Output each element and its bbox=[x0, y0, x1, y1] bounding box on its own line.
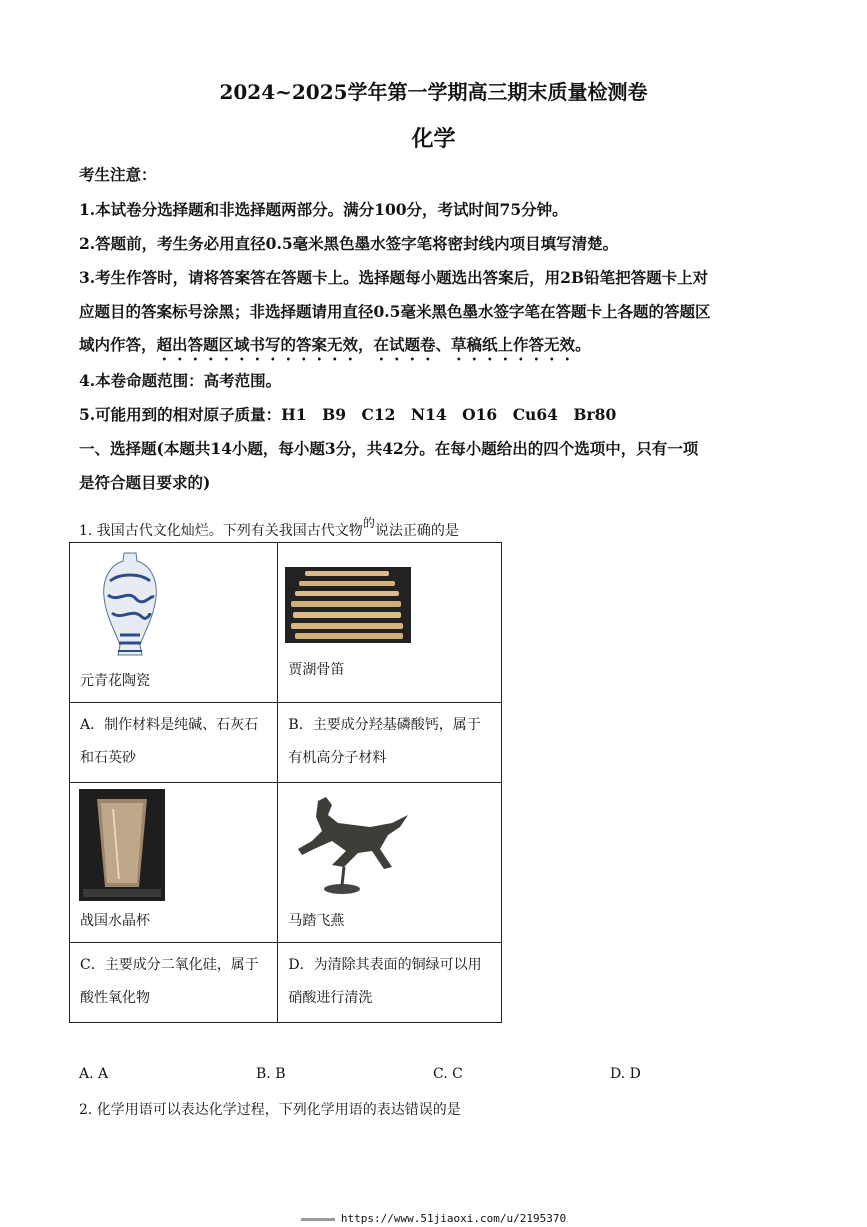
emphasis-invalid-draft: 在试题卷、草稿纸上作答无效 bbox=[373, 335, 576, 354]
section-heading-cont: 是符合题目要求的) bbox=[79, 473, 211, 492]
subject-title: 化学 bbox=[411, 126, 456, 152]
option-d-line-2: 硝酸进行清洗 bbox=[288, 990, 373, 1006]
option-d-line-1: D．为清除其表面的铜绿可以用 bbox=[288, 957, 482, 973]
artifact-cell-bronze-horse bbox=[278, 783, 502, 943]
porcelain-vase-image bbox=[100, 551, 160, 659]
artifact-label-bronze-horse: 马踏飞燕 bbox=[288, 913, 345, 929]
question-1-table bbox=[69, 542, 502, 1023]
notice-item-3-cont: 应题目的答案标号涂黑；非选择题请用直径0.5毫米黑色墨水签字笔在答题卡上各题的答题区 bbox=[79, 302, 711, 321]
artifact-label-crystal-cup: 战国水晶杯 bbox=[80, 913, 150, 929]
option-a-cell bbox=[70, 703, 278, 783]
choice-b[interactable]: B. B bbox=[256, 1066, 286, 1082]
option-b-line-2: 有机高分子材料 bbox=[288, 750, 387, 766]
notice-heading: 考生注意： bbox=[79, 165, 157, 184]
option-d-cell bbox=[278, 943, 502, 1023]
emphasis-invalid-area: 超出答题区域书写的答案无效 bbox=[156, 335, 359, 354]
option-a-line-2: 和石英砂 bbox=[80, 750, 136, 766]
artifact-cell-porcelain bbox=[70, 543, 278, 703]
notice-item-4: 4.本卷命题范围：高考范围。 bbox=[79, 371, 282, 390]
crystal-cup-image bbox=[79, 789, 165, 901]
footer-url[interactable]: https://www.51jiaoxi.com/u/2195370 bbox=[0, 1212, 867, 1225]
choice-d[interactable]: D. D bbox=[610, 1066, 641, 1082]
question-1-stem: 1. 我国古代文化灿烂。下列有关我国古代文物$^的$说法正确的是 bbox=[79, 516, 459, 539]
notice-item-3-end: 域内作答，超出答题区域书写的答案无效，在试题卷、草稿纸上作答无效。 bbox=[79, 335, 591, 354]
section-heading: 一、选择题(本题共14小题，每小题3分，共42分。在每小题给出的四个选项中，只有一项 bbox=[79, 439, 699, 458]
bone-flute-image bbox=[285, 567, 411, 643]
option-a-line-1: A．制作材料是纯碱、石灰石 bbox=[80, 717, 259, 733]
notice-item-3: 3.考生作答时，请将答案答在答题卡上。选择题每小题选出答案后，用2B铅笔把答题卡上对 bbox=[79, 268, 709, 287]
choice-c[interactable]: C. C bbox=[433, 1066, 463, 1082]
artifact-label-bone-flute: 贾湖骨笛 bbox=[288, 662, 345, 678]
option-b-line-1: B．主要成分羟基磷酸钙，属于 bbox=[288, 717, 481, 733]
footer-marker-icon bbox=[301, 1218, 335, 1221]
exam-title: 2024~2025学年第一学期高三期末质量检测卷 bbox=[219, 80, 648, 104]
option-b-cell bbox=[278, 703, 502, 783]
bronze-horse-image bbox=[288, 793, 412, 897]
option-c-line-2: 酸性氧化物 bbox=[80, 990, 150, 1006]
artifact-label-porcelain: 元青花陶瓷 bbox=[80, 673, 150, 689]
question-2-stem: 2. 化学用语可以表达化学过程，下列化学用语的表达错误的是 bbox=[79, 1102, 461, 1118]
option-c-line-1: C．主要成分二氧化硅，属于 bbox=[80, 957, 259, 973]
notice-item-1: 1.本试卷分选择题和非选择题两部分。满分100分，考试时间75分钟。 bbox=[79, 200, 568, 219]
option-c-cell bbox=[70, 943, 278, 1023]
artifact-cell-crystal-cup bbox=[70, 783, 278, 943]
notice-item-2: 2.答题前，考生务必用直径0.5毫米黑色墨水签字笔将密封线内项目填写清楚。 bbox=[79, 234, 619, 253]
artifact-cell-bone-flute bbox=[278, 543, 502, 703]
notice-item-5: 5.可能用到的相对原子质量：H1 B9 C12 N14 O16 Cu64 Br80 bbox=[79, 405, 617, 424]
choice-a[interactable]: A. A bbox=[79, 1066, 109, 1082]
